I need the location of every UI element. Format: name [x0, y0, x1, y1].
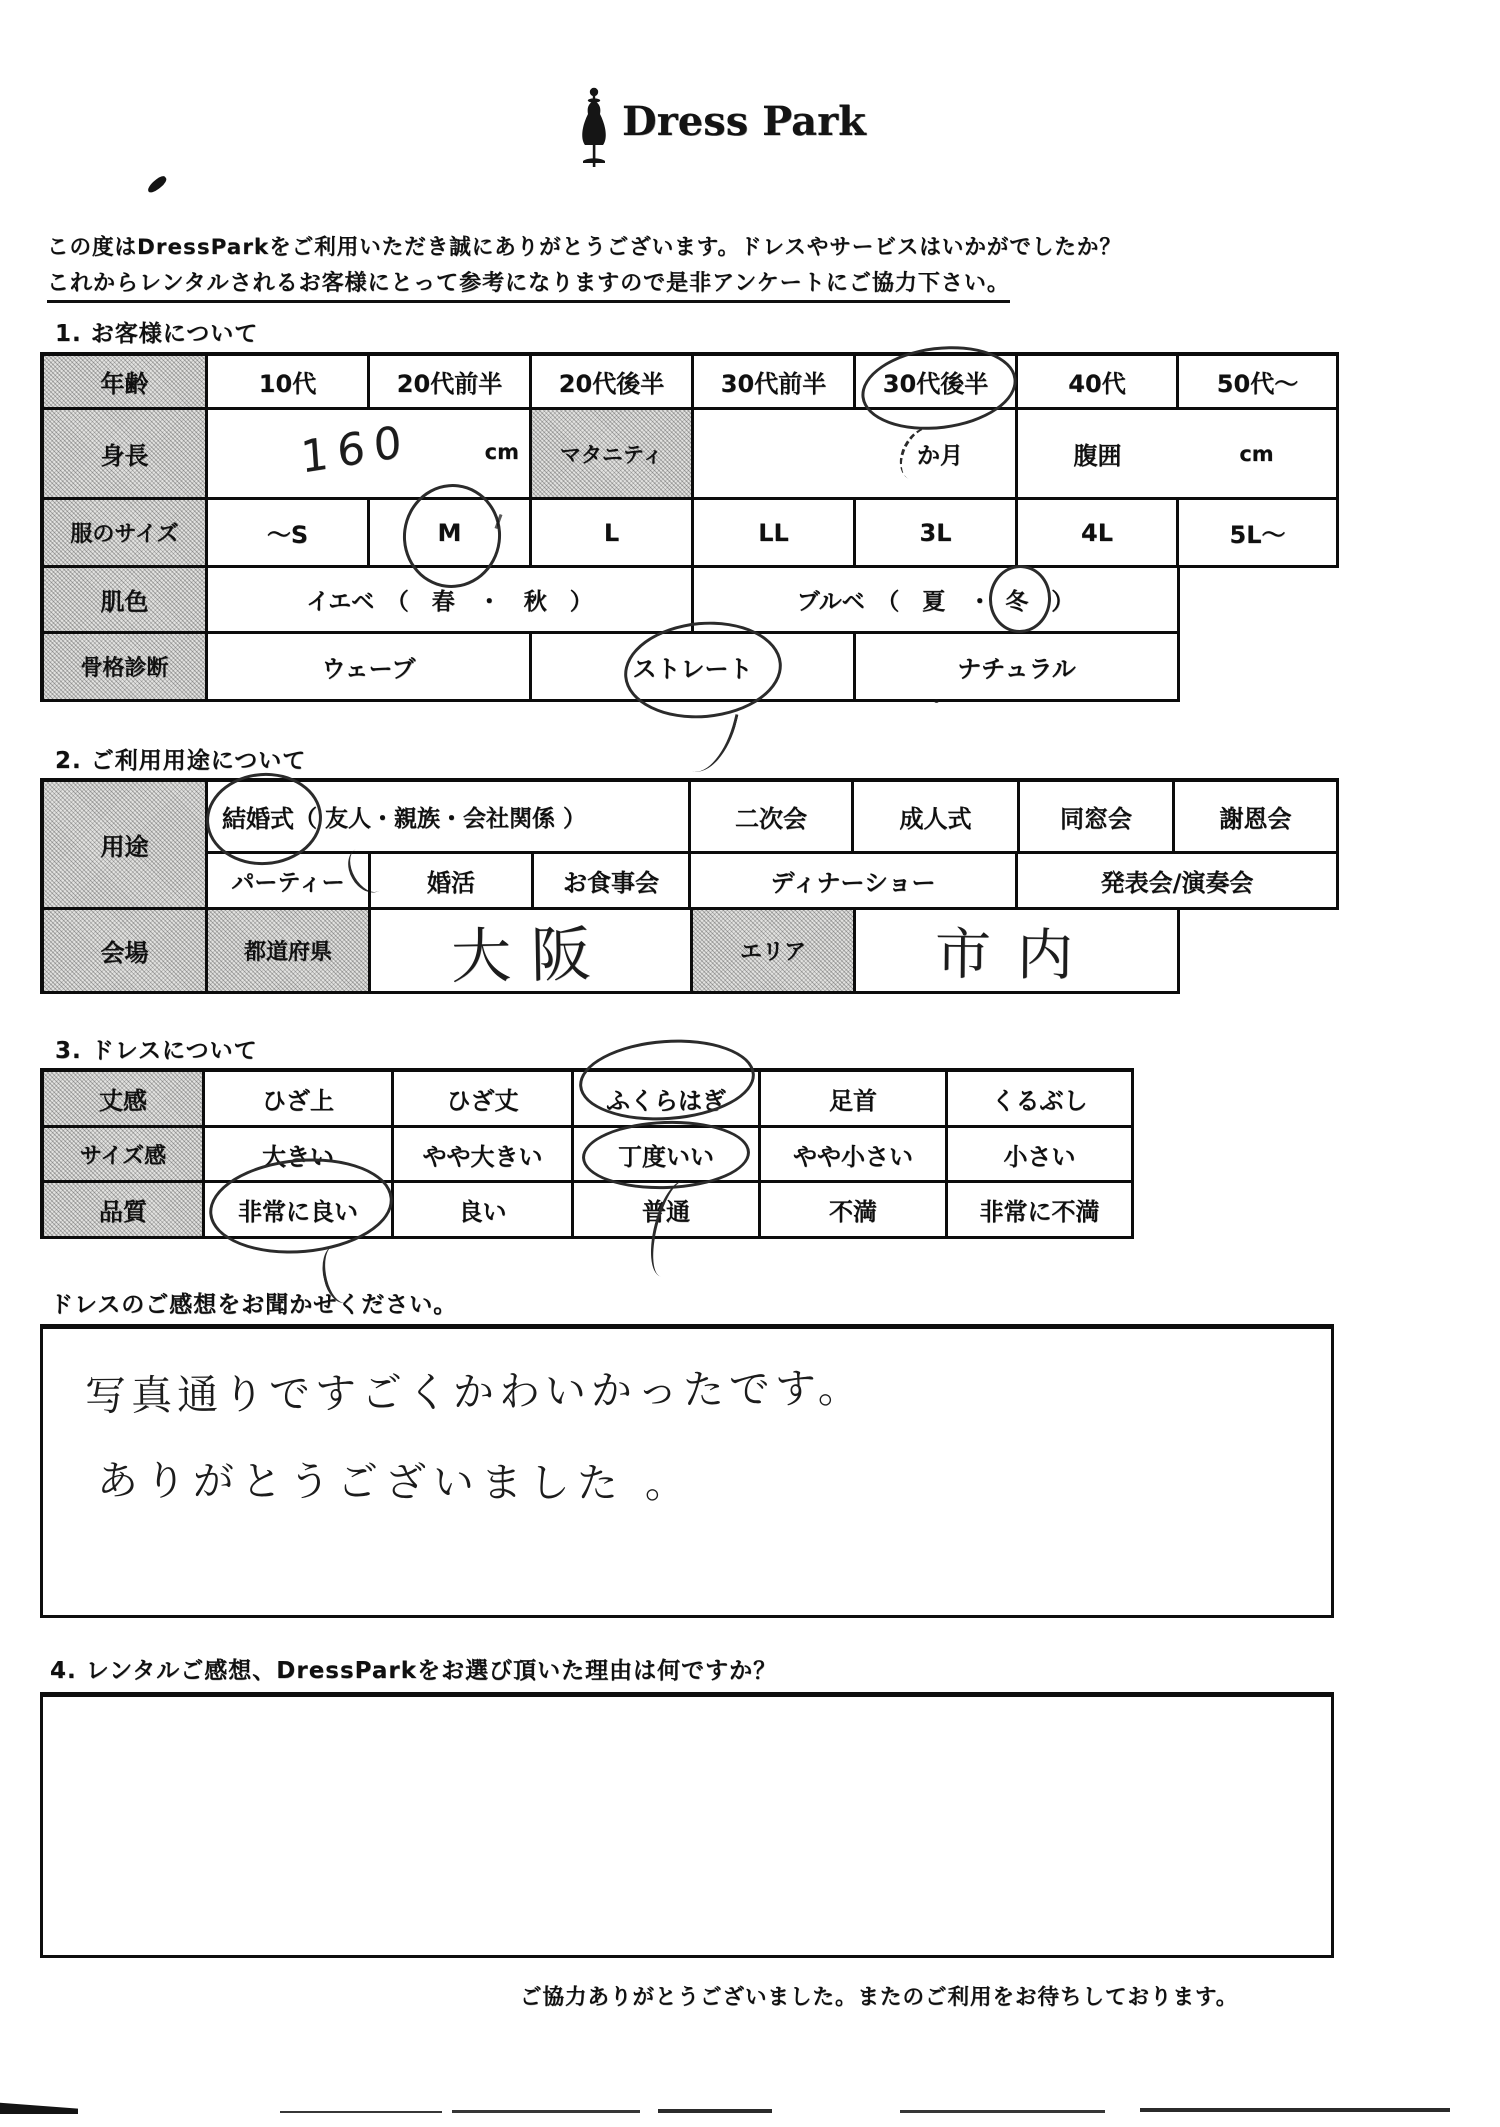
- option-cell: 20代前半: [370, 356, 532, 410]
- option-label: M: [437, 518, 462, 547]
- waist-cell: [1018, 410, 1339, 500]
- option-cell: 足首: [761, 1072, 948, 1128]
- row-label-skin: 肌色: [44, 568, 208, 634]
- skin-yellow-cell: イエベ （ 春 ・ 秋 ）: [208, 568, 694, 634]
- option-label: 30代後半: [882, 370, 989, 398]
- logo-text: Dress Park: [622, 98, 866, 145]
- option-cell: 不満: [761, 1183, 948, 1239]
- intro-line-2: これからレンタルされるお客様にとって参考になりますので是非アンケートにご協力下さい。: [47, 266, 1010, 303]
- area-value-cell: [856, 910, 1180, 994]
- section-3-title: 3. ドレスについて: [55, 1038, 258, 1064]
- quality-row: [44, 1183, 1134, 1239]
- waist-label: 腹囲: [1073, 442, 1122, 470]
- option-cell: ～S: [208, 500, 370, 568]
- option-label: ストレート: [632, 655, 753, 683]
- unit-label: cm: [484, 440, 519, 464]
- option-cell: やや大きい: [394, 1128, 574, 1183]
- option-cell: 同窓会: [1020, 782, 1175, 854]
- option-cell: 良い: [394, 1183, 574, 1239]
- purpose-row-1: [208, 782, 1339, 854]
- option-cell: 謝恩会: [1175, 782, 1339, 854]
- option-cell: お食事会: [534, 854, 691, 910]
- selected-fit-just-right: [574, 1128, 761, 1183]
- option-cell: ウェーブ: [208, 634, 532, 702]
- option-cell: ひざ上: [205, 1072, 394, 1128]
- row-label-purpose: 用途: [44, 782, 208, 910]
- row-label-venue: 会場: [44, 910, 208, 994]
- height-value-cell: [208, 410, 532, 500]
- scan-artifact: [934, 699, 939, 703]
- row-label-age: 年齢: [44, 356, 208, 410]
- frame-row: [44, 634, 1339, 702]
- comment-prompt: ドレスのご感想をお聞かせください。: [50, 1292, 458, 1318]
- option-label: 非常に良い: [238, 1198, 358, 1226]
- option-cell: 5L～: [1179, 500, 1339, 568]
- skin-blue-cell: [694, 568, 1180, 634]
- section-2-title: 2. ご利用用途について: [55, 748, 307, 774]
- waist-unit: cm: [1239, 441, 1274, 466]
- option-cell: 50代～: [1179, 356, 1339, 410]
- row-label-length: 丈感: [44, 1072, 205, 1128]
- option-cell: 小さい: [948, 1128, 1134, 1183]
- row-label-fit: サイズ感: [44, 1128, 205, 1183]
- scan-artifact: [146, 174, 169, 195]
- handwritten-area: 市内: [934, 921, 1099, 989]
- area-label-cell: エリア: [693, 910, 856, 994]
- selected-frame-straight: [532, 634, 856, 702]
- option-label: 冬: [1005, 589, 1029, 615]
- prefecture-value-cell: [371, 910, 693, 994]
- footer-text: ご協力ありがとうございました。またのご利用をお待ちしております。: [520, 1985, 1239, 2010]
- option-cell: ひざ丈: [394, 1072, 574, 1128]
- section-1-title: 1. お客様について: [55, 321, 259, 347]
- age-row: [44, 356, 1339, 410]
- option-cell: 成人式: [854, 782, 1020, 854]
- option-label: ブルベ （ 夏 ・: [796, 589, 992, 615]
- option-cell: 発表会/演奏会: [1018, 854, 1339, 910]
- handwritten-prefecture: 大阪: [449, 919, 612, 992]
- scan-artifact: [658, 2109, 772, 2113]
- fit-row: [44, 1128, 1134, 1183]
- row-label-height: 身長: [44, 410, 208, 500]
- size-row: [44, 500, 1339, 568]
- option-cell: 3L: [856, 500, 1018, 568]
- maternity-label-cell: マタニティ: [532, 410, 694, 500]
- row-label-frame: 骨格診断: [44, 634, 208, 702]
- option-cell: くるぶし: [948, 1072, 1134, 1128]
- selected-purpose-wedding: [208, 782, 691, 854]
- option-cell: ナチュラル: [856, 634, 1180, 702]
- scan-artifact: [0, 2100, 78, 2114]
- handwritten-comment-line2: ありがとうございました 。: [96, 1456, 694, 1508]
- reason-box: [40, 1692, 1334, 1958]
- usage-table: [40, 778, 1339, 994]
- comment-box: [40, 1324, 1334, 1618]
- option-cell: 40代: [1018, 356, 1179, 410]
- option-cell: LL: [694, 500, 856, 568]
- option-cell: 二次会: [691, 782, 854, 854]
- option-label: 丁度いい: [618, 1142, 714, 1171]
- option-label: 結婚式: [222, 805, 294, 833]
- option-label: ）: [1028, 589, 1075, 615]
- selected-size-m: [370, 500, 532, 568]
- venue-row: [44, 910, 1339, 994]
- option-label: ふくらはぎ: [606, 1087, 726, 1115]
- skin-row: [44, 568, 1339, 634]
- prefecture-label-cell: 都道府県: [208, 910, 371, 994]
- customer-table: [40, 352, 1339, 702]
- purpose-row-2: [208, 854, 1339, 910]
- option-cell: 20代後半: [532, 356, 694, 410]
- row-label-quality: 品質: [44, 1183, 205, 1239]
- option-cell: 10代: [208, 356, 370, 410]
- dressform-icon: [572, 86, 616, 168]
- option-cell: 婚活: [371, 854, 534, 910]
- wedding-note: （ 友人・親族・会社関係 ）: [294, 806, 587, 832]
- scan-artifact: [1140, 2108, 1450, 2112]
- scan-artifact: [452, 2110, 640, 2113]
- row-label-clothing-size: 服のサイズ: [44, 500, 208, 568]
- option-cell: L: [532, 500, 694, 568]
- option-cell: 大きい: [205, 1128, 394, 1183]
- dress-table: [40, 1068, 1134, 1239]
- scan-artifact: [280, 2111, 442, 2113]
- option-cell: 30代前半: [694, 356, 856, 410]
- handwritten-height: 160: [298, 415, 413, 484]
- option-cell: 非常に不満: [948, 1183, 1134, 1239]
- height-row: [44, 410, 1339, 500]
- option-cell: 普通: [574, 1183, 761, 1239]
- selected-length-calf: [574, 1072, 761, 1128]
- selected-quality-very-good: [205, 1183, 394, 1239]
- option-cell: やや小さい: [761, 1128, 948, 1183]
- months-cell: か月: [694, 410, 1018, 500]
- scan-artifact: [900, 2110, 1105, 2113]
- option-cell: ディナーショー: [691, 854, 1018, 910]
- handwritten-comment-line1: 写真通りですごくかわいかったです。: [84, 1363, 864, 1421]
- option-cell: パーティー: [208, 854, 371, 910]
- option-cell: 4L: [1018, 500, 1179, 568]
- purpose-rows: [44, 782, 1339, 910]
- length-row: [44, 1072, 1134, 1128]
- selected-skin-winter: [1005, 583, 1028, 616]
- section-4-title: 4. レンタルご感想、DressParkをお選び頂いた理由は何ですか？: [50, 1658, 778, 1684]
- circle-tail: [692, 707, 738, 779]
- selected-age-late-30s: [856, 356, 1018, 410]
- wedding-label: [222, 799, 294, 834]
- intro-line-1: この度はDressParkをご利用いただき誠にありがとうございます。ドレスやサービスはいかがでしたか？: [47, 235, 1122, 260]
